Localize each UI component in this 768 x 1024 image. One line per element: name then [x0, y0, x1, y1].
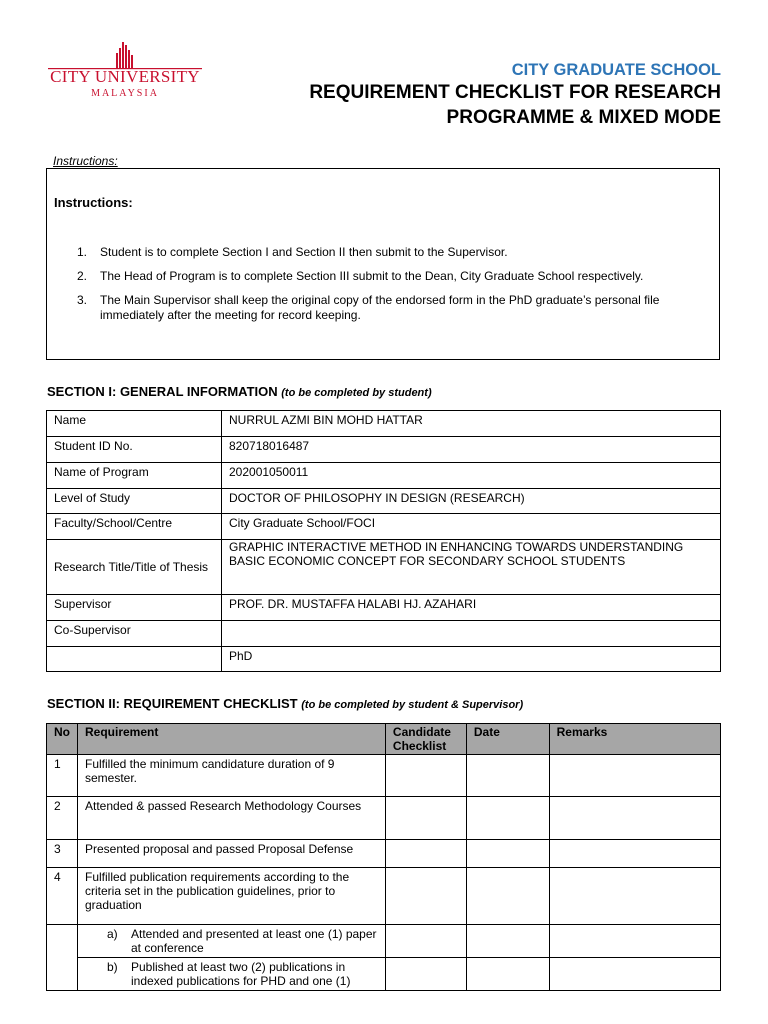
instructions-heading: Instructions: [54, 195, 133, 210]
table-row [47, 437, 721, 463]
instruction-item [77, 245, 697, 260]
candidate-checklist-cell[interactable] [385, 797, 466, 840]
sub-item-text: Published at least two (2) publications in indexed publications for PHD and one (1) [131, 960, 351, 988]
instruction-number: 3. [77, 293, 88, 307]
tower-icon [46, 42, 206, 70]
column-header-date: Date [466, 724, 549, 755]
table-row [47, 463, 721, 489]
candidate-checklist-cell[interactable] [385, 840, 466, 868]
candidate-checklist-cell[interactable] [385, 958, 466, 991]
field-value[interactable]: 202001050011 [222, 463, 721, 489]
remarks-cell[interactable] [549, 958, 720, 991]
candidate-checklist-cell[interactable] [385, 868, 466, 925]
logo-subtitle: MALAYSIA [91, 88, 159, 99]
date-cell[interactable] [466, 868, 549, 925]
row-number: 4 [47, 868, 78, 925]
field-label: Student ID No. [47, 437, 222, 463]
field-label: Research Title/Title of Thesis [47, 540, 222, 595]
table-row [47, 868, 721, 925]
section2-title: SECTION II: REQUIREMENT CHECKLIST [47, 696, 298, 711]
table-row [47, 755, 721, 797]
field-label: Faculty/School/Centre [47, 514, 222, 540]
field-value[interactable]: City Graduate School/FOCI [222, 514, 721, 540]
column-header-remarks: Remarks [549, 724, 720, 755]
requirement-text: Presented proposal and passed Proposal Defense [78, 840, 386, 868]
instructions-list [77, 245, 697, 332]
form-title-line2: PROGRAMME & MIXED MODE [446, 107, 721, 128]
date-cell[interactable] [466, 755, 549, 797]
table-row [47, 540, 721, 595]
section2-heading [47, 696, 523, 711]
section1-heading [47, 384, 432, 399]
table-row [47, 621, 721, 647]
instruction-text: The Head of Program is to complete Section III submit to the Dean, City Graduate School respectively. [100, 269, 644, 283]
requirement-sub-item [78, 958, 386, 991]
table-row [47, 647, 721, 672]
requirement-sub-item [78, 925, 386, 958]
general-info-table [46, 410, 721, 672]
table-row [47, 514, 721, 540]
date-cell[interactable] [466, 958, 549, 991]
remarks-cell[interactable] [549, 925, 720, 958]
column-header-candidate-checklist: Candidate Checklist [385, 724, 466, 755]
logo-name: CITY UNIVERSITY [50, 67, 200, 86]
column-header-requirement: Requirement [78, 724, 386, 755]
instruction-number: 1. [77, 245, 88, 259]
field-value[interactable] [222, 621, 721, 647]
table-row [47, 958, 721, 991]
section1-note: (to be completed by student) [281, 387, 432, 399]
field-value[interactable]: PROF. DR. MUSTAFFA HALABI HJ. AZAHARI [222, 595, 721, 621]
requirement-text: Fulfilled publication requirements according to the criteria set in the publication guidelines, prior to graduation [78, 868, 386, 925]
candidate-checklist-cell[interactable] [385, 755, 466, 797]
table-row [47, 489, 721, 514]
field-label: Co-Supervisor [47, 621, 222, 647]
row-number [47, 925, 78, 958]
remarks-cell[interactable] [549, 797, 720, 840]
table-header-row [47, 724, 721, 755]
field-value[interactable]: GRAPHIC INTERACTIVE METHOD IN ENHANCING TOWARDS UNDERSTANDING BASIC ECONOMIC CONCEPT FOR SECONDARY SCHOOL STUDENTS [222, 540, 721, 595]
field-label [47, 647, 222, 672]
sub-item-letter: b) [107, 960, 118, 974]
requirement-checklist-table [46, 723, 721, 991]
form-title-line1: REQUIREMENT CHECKLIST FOR RESEARCH [309, 82, 721, 103]
instruction-text: Student is to complete Section I and Section II then submit to the Supervisor. [100, 245, 508, 259]
row-number: 3 [47, 840, 78, 868]
row-number: 1 [47, 755, 78, 797]
school-name: CITY GRADUATE SCHOOL [511, 61, 721, 79]
field-label: Name of Program [47, 463, 222, 489]
instructions-box [46, 168, 720, 360]
table-row [47, 797, 721, 840]
table-row [47, 595, 721, 621]
instruction-text: The Main Supervisor shall keep the original copy of the endorsed form in the PhD graduate’s personal file immediately after the meeting for record keeping. [100, 293, 660, 322]
field-label: Supervisor [47, 595, 222, 621]
requirement-text: Attended & passed Research Methodology Courses [78, 797, 386, 840]
remarks-cell[interactable] [549, 868, 720, 925]
instruction-number: 2. [77, 269, 88, 283]
instruction-item [77, 269, 697, 284]
candidate-checklist-cell[interactable] [385, 925, 466, 958]
date-cell[interactable] [466, 840, 549, 868]
field-value[interactable]: PhD [222, 647, 721, 672]
field-label: Name [47, 411, 222, 437]
section2-note: (to be completed by student & Supervisor) [301, 699, 524, 711]
section1-title: SECTION I: GENERAL INFORMATION [47, 384, 278, 399]
row-number: 2 [47, 797, 78, 840]
instruction-item [77, 293, 697, 323]
form-header [309, 60, 721, 130]
requirement-text: Fulfilled the minimum candidature duration of 9 semester. [78, 755, 386, 797]
field-value[interactable]: NURRUL AZMI BIN MOHD HATTAR [222, 411, 721, 437]
remarks-cell[interactable] [549, 840, 720, 868]
field-label: Level of Study [47, 489, 222, 514]
table-row [47, 925, 721, 958]
row-number [47, 958, 78, 991]
sub-item-text: Attended and presented at least one (1) paper at conference [131, 927, 377, 955]
field-value[interactable]: 820718016487 [222, 437, 721, 463]
date-cell[interactable] [466, 925, 549, 958]
table-row [47, 840, 721, 868]
sub-item-letter: a) [107, 927, 118, 941]
column-header-no: No [47, 724, 78, 755]
university-logo [46, 42, 206, 102]
table-row [47, 411, 721, 437]
field-value[interactable]: DOCTOR OF PHILOSOPHY IN DESIGN (RESEARCH) [222, 489, 721, 514]
date-cell[interactable] [466, 797, 549, 840]
remarks-cell[interactable] [549, 755, 720, 797]
instructions-label: Instructions: [53, 154, 118, 168]
